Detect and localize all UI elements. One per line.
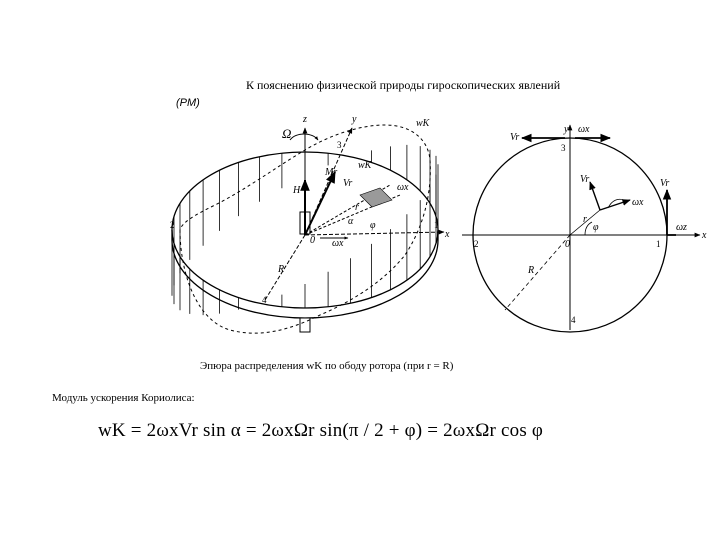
right-point-1-label: 1 — [656, 239, 661, 249]
alpha-label: α — [348, 216, 354, 227]
origin-label: 0 — [310, 235, 315, 246]
r-small-right-label: r — [583, 214, 587, 225]
origin-right-label: 0 — [565, 239, 570, 250]
vr-right-label: Vr — [660, 178, 670, 189]
vr-label: Vr — [343, 178, 353, 189]
right-point-4-label: 4 — [571, 315, 576, 325]
right-point-3-label: 3 — [561, 143, 566, 153]
pm-tag: (PM) — [176, 97, 200, 109]
point-1-label: 1 — [434, 220, 439, 230]
phi-label: φ — [370, 220, 376, 231]
mr-label: Mr — [325, 167, 338, 178]
wk-top-label: wK — [416, 118, 430, 129]
wk-mid-label: wK — [358, 160, 372, 171]
right-axis-x-label: x — [702, 230, 707, 241]
right-diagram-labels — [474, 124, 707, 325]
rotor-element — [360, 188, 392, 207]
omega-x-label-1: ωx — [397, 182, 409, 193]
rotor-top-view — [462, 125, 700, 332]
axis-x-label: x — [445, 229, 450, 240]
distribution-caption: Эпюра распределения wK по ободу ротора (при r = R) — [200, 360, 454, 372]
point-2-label: 2 — [170, 220, 175, 230]
figure-title: К пояснению физической природы гироскопических явлений — [246, 78, 561, 92]
phi-right-label: φ — [593, 222, 599, 233]
coriolis-formula: wK = 2ωxVr sin α = 2ωxΩr sin(π / 2 + φ) = 2ωxΩr cos φ — [98, 420, 544, 441]
vr-mid-label: Vr — [580, 174, 590, 185]
h-label: H — [293, 185, 301, 196]
axis-z-label: z — [303, 114, 307, 125]
r-small-label: r — [355, 202, 359, 213]
point-4-label: 4 — [262, 295, 267, 305]
left-diagram-labels — [170, 114, 450, 305]
left-axes — [265, 128, 444, 300]
omega-x-label-2: ωx — [332, 238, 344, 249]
coriolis-label: Модуль ускорения Кориолиса: — [52, 392, 195, 404]
axis-y-label: y — [352, 114, 357, 125]
omega-x-top-label: ωx — [578, 124, 590, 135]
omega-z-label: Ω — [282, 126, 292, 141]
omega-x-mid-label: ωx — [632, 197, 644, 208]
right-axis-y-label: y — [564, 124, 569, 135]
point-3-label: 3 — [337, 140, 342, 150]
right-point-2-label: 2 — [474, 239, 479, 249]
r-label: R — [278, 264, 285, 275]
omega-z-label: ωz — [676, 222, 687, 233]
vr-top-label: Vr — [510, 132, 520, 143]
radius-label: R — [528, 265, 535, 276]
